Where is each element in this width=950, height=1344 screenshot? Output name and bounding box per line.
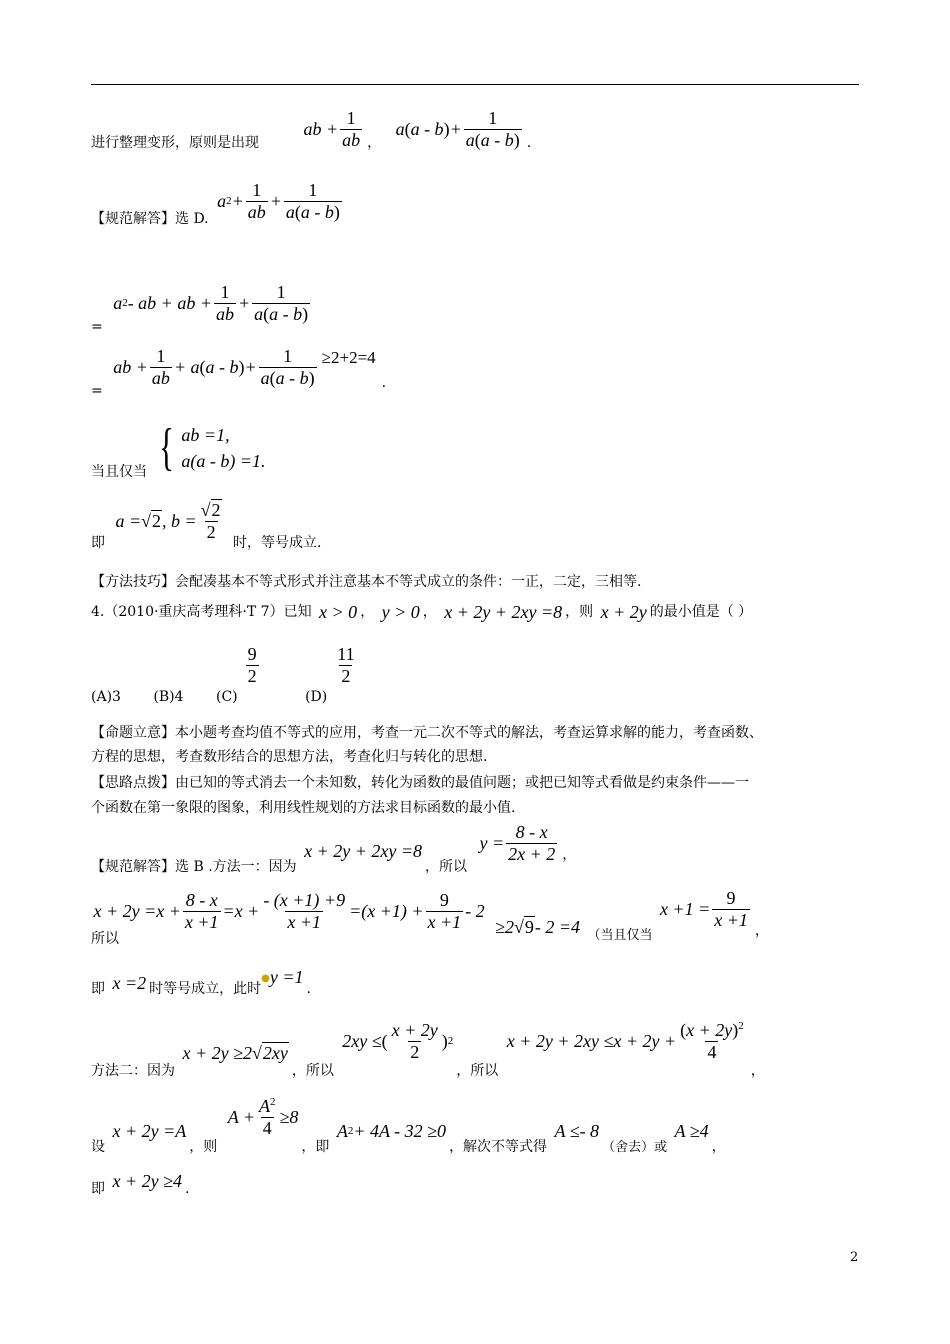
formula-step-1: a 2 - ab + ab + 1 ab + 1 a(a - b) xyxy=(113,282,309,324)
choice-d: (D) xyxy=(305,689,328,706)
question-4: 4.（2010·重庆高考理科·T 7）已知 x > 0 ， y > 0 ， x + 2y + 2xy =8 ，则 x + 2y 的最小值是（ ） xyxy=(91,601,753,622)
formula-set-a: x + 2y =A xyxy=(112,1120,187,1141)
choices xyxy=(91,644,359,706)
formula-amgm: x + 2y ≥2 √ 2xy xyxy=(182,1042,288,1064)
formula-a-ge-4: A ≥4 xyxy=(674,1120,709,1141)
formula-expression: a 2 + 1 ab + 1 a(a - b) xyxy=(217,180,340,222)
formula-a-a-minus-b: a ( a - b ) + 1 a(a - b) xyxy=(395,108,520,150)
line-equality-condition: 当且仅当 { ab =1, a(a - b) =1. xyxy=(91,419,266,481)
line-method-tip: 【方法技巧】会配凑基本不等式形式并注意基本不等式成立的条件：一正，二定，三相等. xyxy=(91,574,642,590)
text-transform-principle: 进行整理变形，原则是出现 xyxy=(91,135,259,152)
formula-a-b-values: a = √ 2 , b = √2 2 xyxy=(115,500,221,542)
para-hint: 【思路点拨】由已知的等式消去一个未知数，转化为函数的最值问题；或把已知等式看做是约束条件——一 xyxy=(91,775,749,791)
choice-c: (C) xyxy=(215,689,238,706)
line-solution-d: 【规范解答】选 D. a 2 + 1 ab + 1 a(a - b) xyxy=(91,198,347,240)
label-hint: 【思路点拨】 xyxy=(91,775,175,791)
page-number: 2 xyxy=(850,1250,859,1265)
formula-x-2: x =2 xyxy=(112,972,147,993)
line-method-1: 【规范解答】选 B .方法一：因为 x + 2y + 2xy =8，所以 y = 8 - x 2x + 2 ， xyxy=(91,822,577,876)
formula-result: x + 2y ≥4 xyxy=(112,1170,182,1191)
formula-system: { ab =1, a(a - b) =1. xyxy=(159,419,266,477)
formula-inequality: ≥2 √ 9 - 2 =4 xyxy=(495,916,581,938)
formula-equality-case: x +1 = 9 x +1 xyxy=(659,888,748,930)
formula-a-le-minus-8: A ≤- 8 xyxy=(554,1120,600,1141)
decorative-dot: ● xyxy=(261,973,270,984)
line-method-2: 方法二：因为 x + 2y ≥2 √ 2xy ，所以 2xy ≤ ( x + 2y 2 ) 2 ，所以 x + 2y + 2xy ≤x + 2y + $(x + 2y)^2$ 4 ， xyxy=(91,1020,765,1080)
label-intent: 【命题立意】 xyxy=(91,725,175,741)
para-intent-line2: 方程的思想，考查数形结合的思想方法，考查化归与转化的思想. xyxy=(91,749,488,765)
choice-c-fraction: $\frac{9}{2}$ xyxy=(247,644,257,686)
label-method-tip: 【方法技巧】 xyxy=(91,574,175,590)
label-solution-b: 【规范解答】 xyxy=(91,859,175,876)
formula-a-inequality: A + $A^2$ 4 ≥8 xyxy=(227,1096,299,1138)
line-substitution: 设 x + 2y =A，则 A + $A^2$ 4 ≥8，即 A 2 + 4A - 32 ≥0，解次不等式得 A ≤- 8（舍去）或 A ≥4， xyxy=(91,1096,726,1156)
label-solution: 【规范解答】 xyxy=(91,211,175,228)
formula-derivation: x + 2y =x + 8 - x x +1 =x + - (x +1) +9 x +1 =(x +1) + 9 x +1 - 2 xyxy=(93,890,485,932)
line-transform-principle: 进行整理变形，原则是出现 ab + 1 ab ， a ( a - b ) + 1 a(a - b) . xyxy=(91,108,532,152)
line-step-2: = ab + 1 ab + a ( a - b ) + 1 a(a - b) ≥2+2=4. xyxy=(91,346,387,400)
line-values: 即 a = √ 2 , b = √2 2 时，等号成立. xyxy=(91,500,322,552)
formula-step-2: ab + 1 ab + a ( a - b ) + 1 a(a - b) xyxy=(113,346,315,388)
choice-d-fraction: $\frac{11}{2}$ xyxy=(337,644,355,686)
header-rule xyxy=(91,84,859,85)
para-intent: 【命题立意】本小题考查均值不等式的应用，考查一元二次不等式的解法，考查运算求解的能力，考查函数、 xyxy=(91,725,763,741)
formula-2xy-bound: 2xy ≤ ( x + 2y 2 ) 2 xyxy=(342,1020,454,1062)
line-conclusion: 即 x + 2y ≥4 . xyxy=(91,1170,190,1197)
formula-y-1: y =1 xyxy=(269,966,304,987)
choice-a: (A)3 xyxy=(91,689,121,706)
formula-ab-plus-inverse: ab + 1 ab xyxy=(303,108,361,150)
line-step-1: = a 2 - ab + ab + 1 ab + 1 a(a - b) xyxy=(91,282,315,324)
formula-constraint: x + 2y + 2xy =8 xyxy=(304,840,422,861)
para-hint-line2: 个函数在第一象限的图象，利用线性规划的方法求目标函数的最小值. xyxy=(91,800,516,816)
choice-b: (B)4 xyxy=(153,689,184,706)
formula-sum-bound: x + 2y + 2xy ≤x + 2y + $(x + 2y)^2$ 4 xyxy=(506,1020,744,1062)
line-x-equals-2: 即 x =2 时等号成立，此时●y =1. xyxy=(91,966,311,997)
line-derivation: 所以 x + 2y =x + 8 - x x +1 =x + - (x +1) +9 x +1 =(x +1) + 9 x +1 - 2 ≥2 √ 9 - 2 =4 （当且仅当 x +1 = 9 x +1 ， xyxy=(91,888,769,948)
formula-y-expression: y = 8 - x 2x + 2 xyxy=(479,822,556,864)
formula-quadratic: A 2 + 4A - 32 ≥0 xyxy=(336,1120,447,1141)
